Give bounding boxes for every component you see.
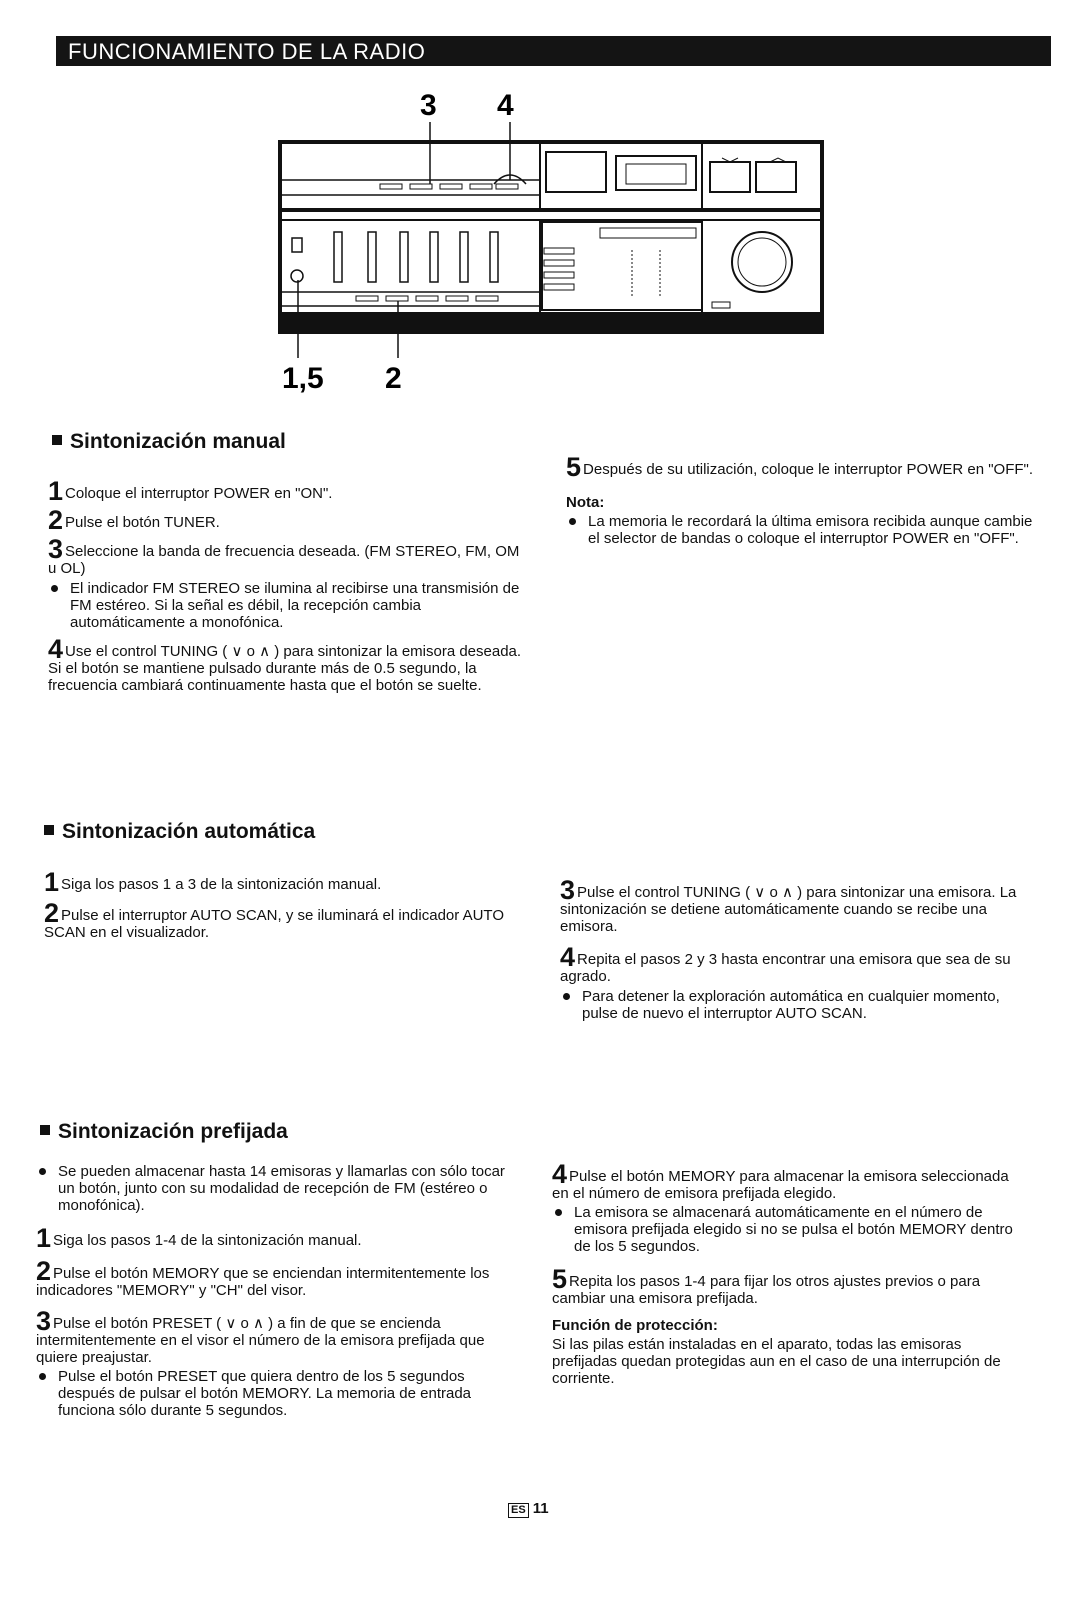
step-4: 4 Repita el pasos 2 y 3 hasta encontrar una emisora que sea de su agrado. [560, 942, 1011, 985]
step-3: 3 Pulse el botón PRESET ( ∨ o ∧ ) a fin de que se encienda intermitentemente en el visor el número de la emisora prefijada que quiere preajustar. [36, 1306, 485, 1366]
note-bullet: La memoria le recordará la última emisora recibida aunque cambie el selector de bandas o coloque el interruptor POWER en "OFF". [566, 513, 1038, 547]
manual-tuning-right-column [566, 452, 1038, 547]
callout-1-5: 1,5 [282, 362, 324, 395]
heading-manual-tuning [52, 430, 286, 454]
protection-text: Si las pilas están instaladas en el aparato, todas las emisoras prefijadas quedan protegidas aun en el caso de una interrupción de corriente. [552, 1336, 1001, 1387]
callout-2: 2 [385, 362, 402, 395]
preset-tuning-left-column [36, 1163, 514, 1419]
heading-auto-tuning [44, 820, 315, 844]
bullet-stop-scan: Para detener la exploración automática en cualquier momento, pulse de nuevo el interruptor AUTO SCAN. [560, 988, 1032, 1022]
bullet-auto-store: La emisora se almacenará automáticamente en el número de emisora prefijada elegido si no se pulsa el botón MEMORY dentro de los 5 segundos. [552, 1204, 1028, 1255]
heading-text: Sintonización automática [62, 820, 316, 843]
step-5: 5 Después de su utilización, coloque le interruptor POWER en "OFF". [566, 452, 1034, 482]
step-4: 4 Pulse el botón MEMORY para almacenar la emisora seleccionada en el número de emisora prefijada elegido. [552, 1159, 1009, 1202]
preset-tuning-right-column [552, 1159, 1028, 1387]
step-1: 1 Siga los pasos 1-4 de la sintonización manual. [36, 1223, 362, 1253]
heading-text: Sintonización prefijada [58, 1120, 288, 1143]
auto-tuning-left-column [44, 867, 524, 941]
step-1: 1 Siga los pasos 1 a 3 de la sintonización manual. [44, 867, 382, 897]
step-3: 3 Pulse el control TUNING ( ∨ o ∧ ) para sintonizar una emisora. La sintonización se detiene automáticamente cuando se recibe una emisora. [560, 875, 1017, 935]
page-title: FUNCIONAMIENTO DE LA RADIO [68, 39, 426, 64]
step-2: 2 Pulse el botón MEMORY que se enciendan intermitentemente los indicadores "MEMORY" y "CH" del visor. [36, 1256, 490, 1299]
step-1: 1 Coloque el interruptor POWER en "ON". [48, 476, 333, 506]
page-number: 11 [532, 1500, 549, 1517]
manual-tuning-left-column [48, 476, 523, 694]
callout-4: 4 [497, 89, 514, 122]
bullet-fm-stereo: El indicador FM STEREO se ilumina al recibirse una transmisión de FM estéreo. Si la señal es débil, la recepción cambia automáticamente a monofónica. [48, 580, 523, 631]
heading-text: Sintonización manual [70, 430, 286, 453]
step-5: 5 Repita los pasos 1-4 para fijar los otros ajustes previos o para cambiar una emisora prefijada. [552, 1264, 981, 1307]
square-bullet-icon [44, 825, 54, 835]
heading-preset-tuning [40, 1120, 288, 1144]
radio-front-panel-diagram [260, 80, 860, 400]
callout-3: 3 [420, 89, 437, 122]
page-footer [508, 1500, 549, 1518]
auto-tuning-right-column [560, 875, 1032, 1022]
step-2: 2 Pulse el botón TUNER. [48, 505, 220, 535]
square-bullet-icon [40, 1125, 50, 1135]
step-4: 4 Use el control TUNING ( ∨ o ∧ ) para sintonizar la emisora deseada. Si el botón se mantiene pulsado durante más de 0.5 segundo, la frecuencia cambiará continuamente hasta que el botón se suelte. [48, 634, 522, 694]
note-label: Nota: [566, 494, 605, 511]
radio-panel-drawing [260, 80, 860, 400]
step-3: 3 Seleccione la banda de frecuencia deseada. (FM STEREO, FM, OM u OL) [48, 534, 520, 577]
step-2: 2 Pulse el interruptor AUTO SCAN, y se iluminará el indicador AUTO SCAN en el visualizador. [44, 898, 504, 941]
bullet-store-14: Se pueden almacenar hasta 14 emisoras y llamarlas con sólo tocar un botón, junto con su modalidad de recepción de FM (estéreo o monofónica). [36, 1163, 514, 1214]
section-banner [56, 36, 1051, 66]
bullet-preset-5s: Pulse el botón PRESET que quiera dentro de los 5 segundos después de pulsar el botón MEMORY. La memoria de entrada funciona sólo durante 5 segundos. [36, 1368, 514, 1419]
protection-label: Función de protección: [552, 1317, 718, 1334]
language-badge: ES [508, 1503, 529, 1518]
square-bullet-icon [52, 435, 62, 445]
